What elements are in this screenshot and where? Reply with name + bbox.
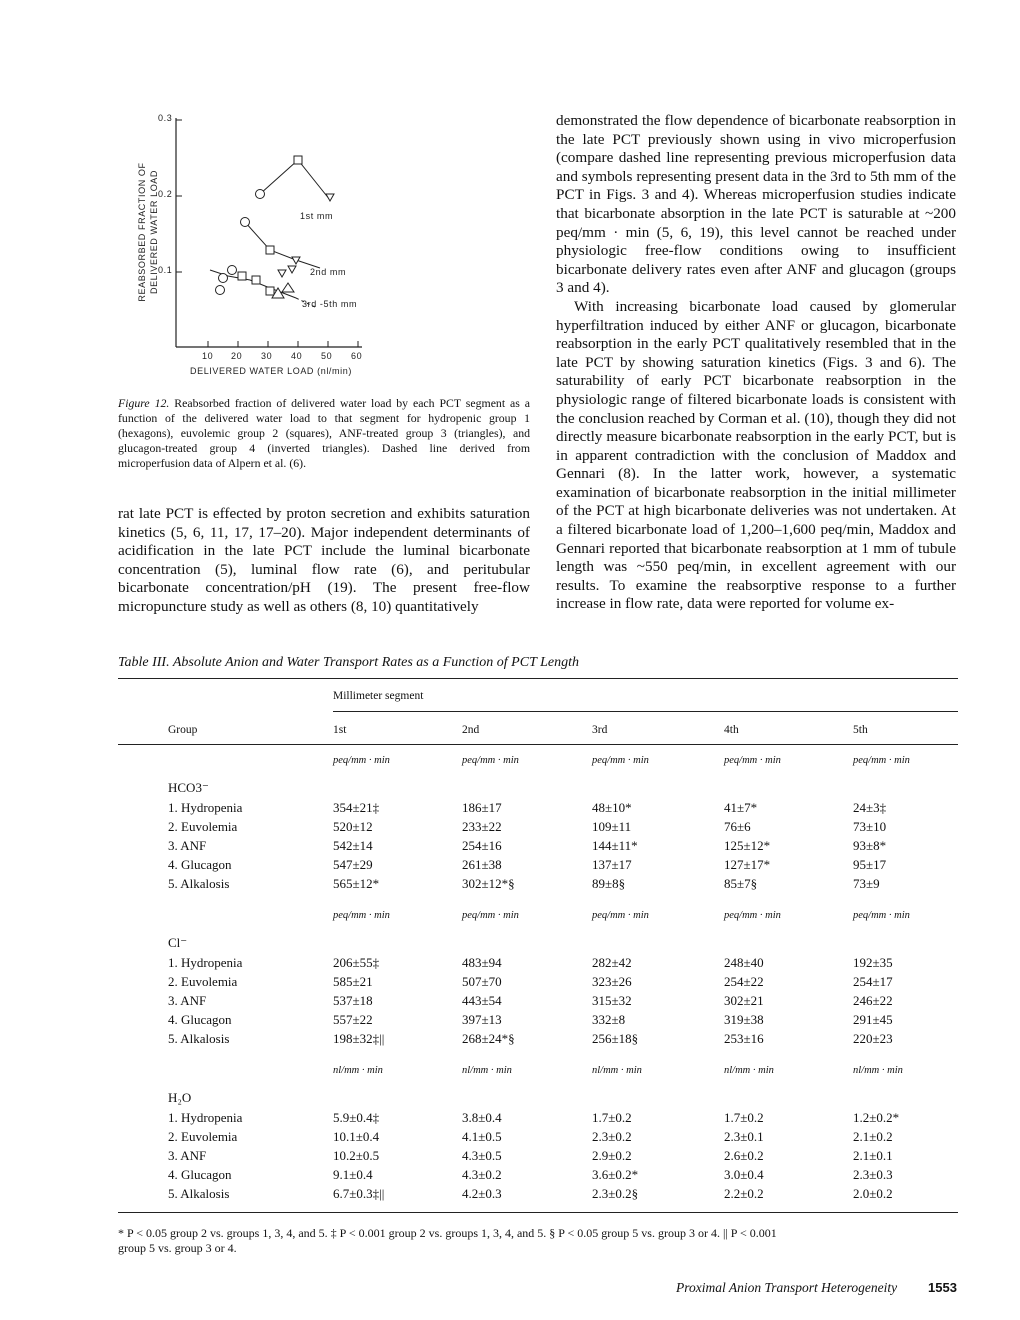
value-cell: 315±32 — [592, 992, 632, 1008]
value-cell: 302±12*§ — [462, 875, 515, 891]
table-top-rule — [118, 678, 958, 679]
value-cell: 3.6±0.2* — [592, 1166, 639, 1182]
left-paragraph: rat late PCT is effected by proton secretion and exhibits saturation kinetics (5, 6, 11, 17, 17–20). Major independent determinants of acidification in the late PCT include the luminal bicarbonate concentration (5), luminal flow rate (6), and peritubular bicarbonate concentration/pH (19). The present free-flow micropuncture study as well as others (8, 10) quantitatively — [118, 505, 530, 615]
table-row — [168, 874, 953, 893]
curve-2nd-mm — [245, 222, 320, 268]
value-cell: 24±3‡ — [853, 799, 887, 815]
table-row — [168, 1165, 953, 1184]
value-cell: 2.6±0.2 — [724, 1147, 764, 1163]
square-marker — [252, 276, 260, 284]
value-cell: 3.0±0.4 — [724, 1166, 764, 1182]
footnote-line-2: group 5 vs. group 3 or 4. — [118, 1241, 237, 1255]
value-cell: 483±94 — [462, 954, 502, 970]
right-column-text — [556, 112, 956, 614]
value-cell: 254±17 — [853, 973, 893, 989]
table-row — [168, 972, 953, 991]
value-cell: 125±12* — [724, 837, 771, 853]
x-tick-label: 50 — [321, 351, 333, 361]
value-cell: 1.2±0.2* — [853, 1109, 900, 1125]
value-cell: 4.2±0.3 — [462, 1185, 502, 1201]
value-cell: 48±10* — [592, 799, 632, 815]
value-cell: 186±17 — [462, 799, 502, 815]
unit-label: peq/mm · min — [853, 910, 910, 921]
table-row — [168, 1029, 953, 1048]
curve-label-3rd-5th-mm: 3rd -5th mm — [302, 299, 358, 309]
x-ticks — [208, 341, 358, 347]
column-header-2nd: 2nd — [462, 724, 480, 736]
value-cell: 109±11 — [592, 818, 632, 834]
value-cell: 2.3±0.1 — [724, 1128, 764, 1144]
value-cell: 397±13 — [462, 1011, 502, 1027]
unit-label: peq/mm · min — [333, 910, 390, 921]
unit-label: peq/mm · min — [462, 910, 519, 921]
value-cell: 2.0±0.2 — [853, 1185, 893, 1201]
section-name: H₂O — [168, 1090, 192, 1105]
value-cell: 9.1±0.4 — [333, 1166, 373, 1182]
value-cell: 542±14 — [333, 837, 373, 853]
group-cell: 5. Alkalosis — [168, 1030, 230, 1046]
group-cell: 3. ANF — [168, 837, 207, 853]
square-marker — [266, 246, 274, 254]
page-number: 1553 — [928, 1280, 957, 1295]
value-cell: 73±10 — [853, 818, 887, 834]
group-cell: 1. Hydropenia — [168, 1109, 243, 1125]
value-cell: 585±21 — [333, 973, 373, 989]
x-tick-label: 60 — [351, 351, 363, 361]
table-row — [168, 855, 953, 874]
value-cell: 137±17 — [592, 856, 632, 872]
footnote-line-1: * P < 0.05 group 2 vs. groups 1, 3, 4, and 5. ‡ P < 0.001 group 2 vs. groups 1, 3, 4, and 5. § P < 0.05 group 5 vs. group 3 or 4. || P < 0.001 — [118, 1226, 777, 1240]
inverted-triangle-marker — [288, 266, 296, 273]
table-cl — [168, 953, 953, 1048]
value-cell: 73±9 — [853, 875, 880, 891]
inverted-triangle-marker — [278, 270, 286, 277]
value-cell: 261±38 — [462, 856, 502, 872]
section-name: HCO3⁻ — [168, 780, 209, 795]
group-cell: 5. Alkalosis — [168, 1185, 230, 1201]
value-cell: 302±21 — [724, 992, 764, 1008]
value-cell: 233±22 — [462, 818, 502, 834]
x-tick-label: 20 — [231, 351, 243, 361]
caption-text: Reabsorbed fraction of delivered water load by each PCT segment as a function of the delivered water load to that segment for hydropenic group 1 (hexagons), euvolemic group 2 (squares), ANF-treated group 3 (triangles), and glucagon-treated group 4 (inverted triangles). Dashed line derived from microperfusion data of Alpern et al. (6). — [118, 396, 530, 470]
value-cell: 1.7±0.2 — [592, 1109, 632, 1125]
value-cell: 443±54 — [462, 992, 502, 1008]
x-tick-label: 10 — [202, 351, 214, 361]
value-cell: 4.3±0.5 — [462, 1147, 502, 1163]
figure-12-caption — [118, 396, 530, 471]
value-cell: 10.2±0.5 — [333, 1147, 380, 1163]
value-cell: 2.3±0.3 — [853, 1166, 893, 1182]
value-cell: 95±17 — [853, 856, 887, 872]
y-tick-label: 0.2 — [158, 189, 173, 199]
table-bottom-rule — [118, 1212, 958, 1213]
table-row — [168, 836, 953, 855]
column-header-4th: 4th — [724, 724, 739, 736]
group-cell: 3. ANF — [168, 1147, 207, 1163]
hexagon-marker — [216, 286, 225, 295]
table-title: Table III. Absolute Anion and Water Transport Rates as a Function of PCT Length — [118, 655, 579, 670]
table-row — [168, 1127, 953, 1146]
value-cell: 254±22 — [724, 973, 764, 989]
value-cell: 192±35 — [853, 954, 893, 970]
value-cell: 5.9±0.4‡ — [333, 1109, 380, 1125]
value-cell: 2.1±0.2 — [853, 1128, 893, 1144]
section-name: Cl⁻ — [168, 935, 188, 950]
value-cell: 254±16 — [462, 837, 502, 853]
table-row — [168, 1010, 953, 1029]
value-cell: 565±12* — [333, 875, 380, 891]
value-cell: 282±42 — [592, 954, 632, 970]
group-cell: 2. Euvolemia — [168, 818, 238, 834]
value-cell: 547±29 — [333, 856, 373, 872]
caption-label: Figure 12. — [118, 396, 170, 410]
curve-label-2nd-mm: 2nd mm — [310, 267, 347, 277]
value-cell: 268±24*§ — [462, 1030, 515, 1046]
running-title: Proximal Anion Transport Heterogeneity — [676, 1280, 898, 1295]
table-footnote — [118, 1226, 958, 1256]
group-cell: 1. Hydropenia — [168, 799, 243, 815]
value-cell: 253±16 — [724, 1030, 764, 1046]
y-tick-label: 0.3 — [158, 113, 173, 123]
inverted-triangle-marker — [326, 194, 334, 201]
y-axis-title-line2: DELIVERED WATER LOAD — [149, 169, 159, 295]
value-cell: 323±26 — [592, 973, 632, 989]
value-cell: 248±40 — [724, 954, 764, 970]
value-cell: 127±17* — [724, 856, 771, 872]
value-cell: 256±18§ — [592, 1030, 639, 1046]
table-row — [168, 991, 953, 1010]
square-marker — [294, 156, 302, 164]
group-cell: 4. Glucagon — [168, 1166, 232, 1182]
value-cell: 198±32‡|| — [333, 1030, 385, 1046]
unit-label: peq/mm · min — [592, 910, 649, 921]
spanner-rule — [333, 711, 958, 712]
unit-label: nl/mm · min — [462, 1065, 512, 1076]
hexagon-marker — [219, 274, 228, 283]
y-tick-label: 0.1 — [158, 265, 173, 275]
value-cell: 354±21‡ — [333, 799, 380, 815]
group-cell: 1. Hydropenia — [168, 954, 243, 970]
y-axis-title — [136, 132, 160, 332]
value-cell: 144±11* — [592, 837, 638, 853]
value-cell: 507±70 — [462, 973, 502, 989]
group-cell: 2. Euvolemia — [168, 973, 238, 989]
value-cell: 41±7* — [724, 799, 758, 815]
value-cell: 2.1±0.1 — [853, 1147, 893, 1163]
figure-12 — [120, 108, 390, 378]
x-axis-title: DELIVERED WATER LOAD (nl/min) — [190, 366, 352, 376]
group-cell: 4. Glucagon — [168, 856, 232, 872]
unit-label: peq/mm · min — [853, 755, 910, 766]
unit-label: nl/mm · min — [724, 1065, 774, 1076]
curve-label-1st-mm: 1st mm — [300, 211, 334, 221]
table-row — [168, 817, 953, 836]
value-cell: 520±12 — [333, 818, 373, 834]
unit-label: peq/mm · min — [333, 755, 390, 766]
right-paragraph-2: With increasing bicarbonate load caused by glomerular hyperfiltration induced by either ANF or glucagon, bicarbonate reabsorption in the early PCT qualitatively resembled that in the late PCT by showing saturation kinetics (Figs. 3 and 6). The saturability of early PCT bicarbonate reabsorption in the physiologic range of filtered bicarbonate loads is consistent with the conclusion reached by Corman et al. (10), though they did not directly measure bicarbonate reabsorption in the early PCT, but is in apparent contradiction with the conclusion of Maddox and Gennari (8). In the latter work, however, a systematic examination of bicarbonate reabsorption in the initial millimeter of the PCT at high bicarbonate deliveries was not undertaken. At a filtered bicarbonate load of 1,200–1,600 peq/min, Maddox and Gennari reported that bicarbonate reabsorption at 1 mm of tubule length was ~550 peq/min, in excellent agreement with our results. To examine the reabsorptive response to a further increase in flow rate, data were reported for volume ex- — [556, 297, 956, 613]
value-cell: 537±18 — [333, 992, 373, 1008]
table-hco3 — [168, 798, 953, 893]
unit-label: nl/mm · min — [592, 1065, 642, 1076]
value-cell: 89±8§ — [592, 875, 626, 891]
table-row — [168, 1184, 953, 1203]
group-cell: 5. Alkalosis — [168, 875, 230, 891]
unit-label: peq/mm · min — [592, 755, 649, 766]
column-header-5th: 5th — [853, 724, 868, 736]
value-cell: 93±8* — [853, 837, 887, 853]
square-marker — [238, 272, 246, 280]
hexagon-marker — [241, 218, 250, 227]
column-header-3rd: 3rd — [592, 724, 608, 736]
table-row — [168, 798, 953, 817]
value-cell: 76±6 — [724, 818, 751, 834]
value-cell: 246±22 — [853, 992, 893, 1008]
value-cell: 332±8 — [592, 1011, 626, 1027]
value-cell: 291±45 — [853, 1011, 893, 1027]
left-column-text — [118, 505, 530, 617]
value-cell: 220±23 — [853, 1030, 893, 1046]
unit-label: nl/mm · min — [333, 1065, 383, 1076]
value-cell: 4.3±0.2 — [462, 1166, 502, 1182]
value-cell: 206±55‡ — [333, 954, 380, 970]
unit-label: peq/mm · min — [724, 755, 781, 766]
value-cell: 4.1±0.5 — [462, 1128, 502, 1144]
table-spanner: Millimeter segment — [333, 690, 424, 702]
value-cell: 1.7±0.2 — [724, 1109, 764, 1125]
column-header-group: Group — [168, 724, 198, 736]
value-cell: 85±7§ — [724, 875, 758, 891]
group-cell: 2. Euvolemia — [168, 1128, 238, 1144]
hexagon-marker — [256, 190, 265, 199]
unit-label: nl/mm · min — [853, 1065, 903, 1076]
x-tick-label: 30 — [261, 351, 273, 361]
value-cell: 3.8±0.4 — [462, 1109, 502, 1125]
triangle-marker — [282, 283, 294, 292]
header-rule — [118, 744, 958, 745]
group-cell: 3. ANF — [168, 992, 207, 1008]
table-row — [168, 1108, 953, 1127]
value-cell: 2.3±0.2§ — [592, 1185, 639, 1201]
unit-label: peq/mm · min — [462, 755, 519, 766]
table-h2o — [168, 1108, 953, 1203]
value-cell: 319±38 — [724, 1011, 764, 1027]
value-cell: 557±22 — [333, 1011, 373, 1027]
table-row — [168, 1146, 953, 1165]
hexagon-marker — [228, 266, 237, 275]
table-row — [168, 953, 953, 972]
figure-12-plot — [120, 108, 390, 378]
column-header-1st: 1st — [333, 724, 347, 736]
y-axis-title-line1: REABSORBED FRACTION OF — [137, 162, 147, 302]
value-cell: 10.1±0.4 — [333, 1128, 380, 1144]
curve-1st-mm — [260, 160, 330, 200]
value-cell: 2.3±0.2 — [592, 1128, 632, 1144]
square-marker — [266, 287, 274, 295]
value-cell: 2.2±0.2 — [724, 1185, 764, 1201]
unit-label: peq/mm · min — [724, 910, 781, 921]
right-paragraph-1: demonstrated the flow dependence of bicarbonate reabsorption in the late PCT previously shown using in vivo microperfusion (compare dashed line representing previous microperfusion data and symbols representing present data in the 3rd to 5th mm of the PCT in Figs. 3 and 4). Whereas microperfusion studies indicate that bicarbonate absorption in the late PCT is saturable at ~200 peq/mm · min (5, 6, 19), this level cannot be reached under physiologic free-flow conditions owing to insufficient bicarbonate delivery rates even after ANF and glucagon (groups 3 and 4). — [556, 112, 956, 297]
group-cell: 4. Glucagon — [168, 1011, 232, 1027]
x-tick-label: 40 — [291, 351, 303, 361]
value-cell: 6.7±0.3‡|| — [333, 1185, 385, 1201]
value-cell: 2.9±0.2 — [592, 1147, 632, 1163]
